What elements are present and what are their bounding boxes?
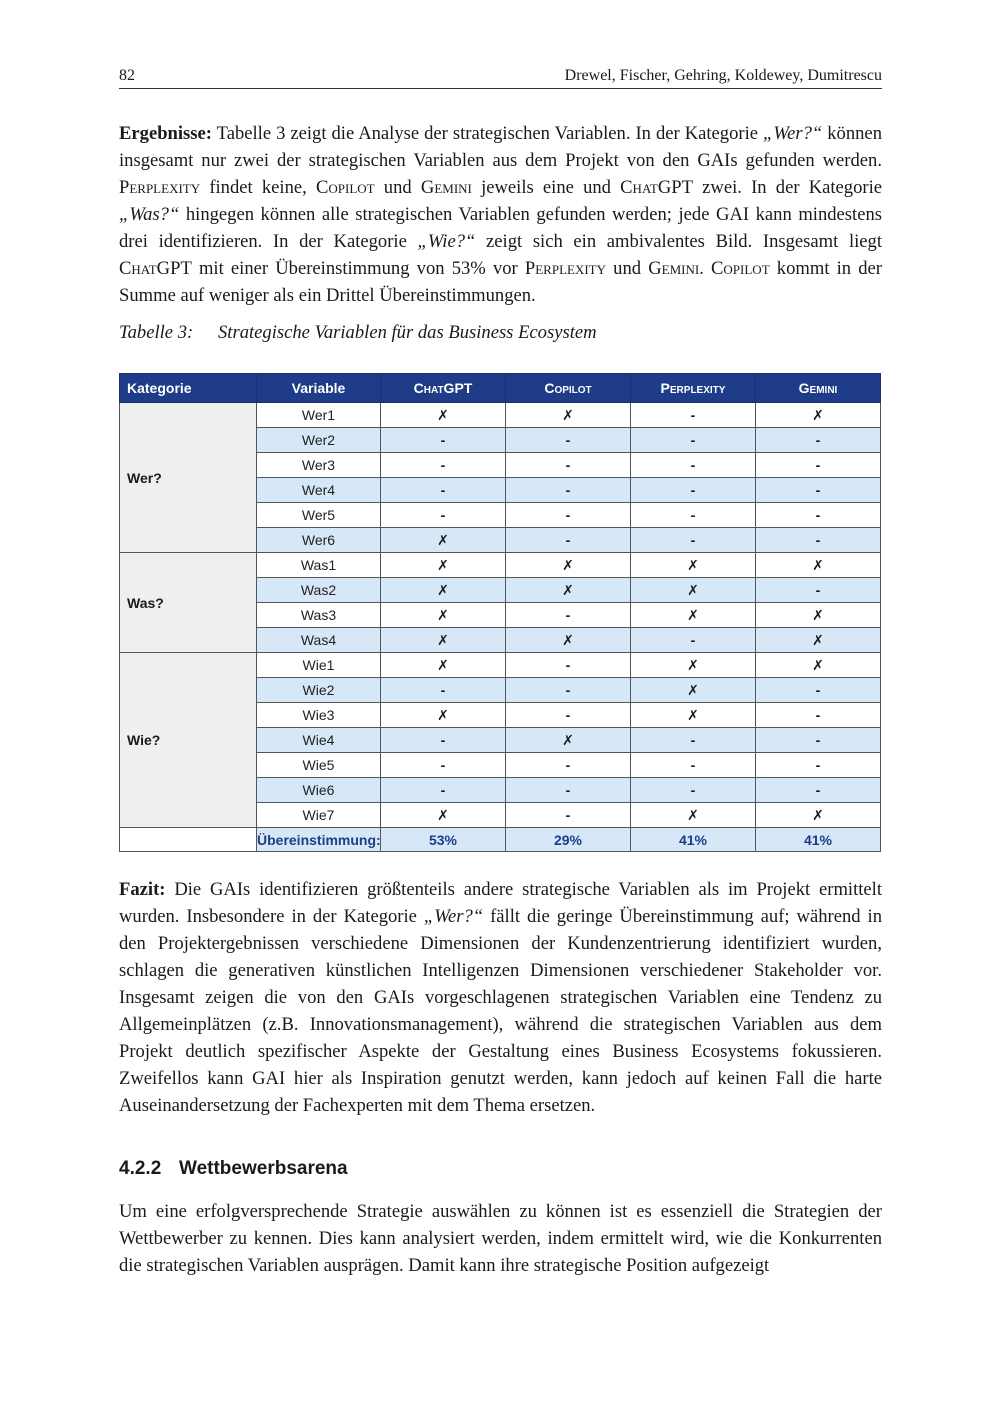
cell-chatgpt: - — [381, 503, 506, 528]
name-copilot: Copilot — [711, 258, 770, 279]
variable-cell: Wie7 — [257, 803, 381, 828]
cell-perplexity: ✗ — [631, 678, 756, 703]
variable-cell: Wie1 — [257, 653, 381, 678]
cell-copilot: ✗ — [506, 728, 631, 753]
variable-cell: Wer1 — [257, 403, 381, 428]
category-cell: Wie? — [120, 653, 257, 828]
results-label: Ergebnisse: — [119, 123, 212, 144]
cell-chatgpt: - — [381, 678, 506, 703]
cell-gemini: ✗ — [756, 403, 881, 428]
variable-cell: Wer3 — [257, 453, 381, 478]
text-run: Tabelle 3 zeigt die Analyse der strategischen Variablen. In der Kategorie — [211, 123, 763, 144]
cell-gemini: - — [756, 678, 881, 703]
summary-copilot: 29% — [506, 828, 631, 852]
cell-gemini: - — [756, 503, 881, 528]
header-authors: Drewel, Fischer, Gehring, Koldewey, Dumitrescu — [564, 67, 882, 84]
summary-label: Übereinstimmung: — [257, 828, 381, 852]
col-header-perplexity: Perplexity — [631, 374, 756, 403]
variable-cell: Was2 — [257, 578, 381, 603]
text-run: fällt die geringe Übereinstimmung auf; während in den Projektergebnissen verschiedene Dimensionen der Kundenzentrierung identifiziert wurden, schlagen die generativen künstlichen Intelligenzen Dimensionen verschiedener Stakeholder vor. Insgesamt zeigen die von den GAIs vorgeschlagenen strategischen Variablen eine Tendenz zu Allgemeinplätzen (z.B. Innovationsmanagement), während die strategischen Variablen aus dem Projekt deutlich spezifischer Aspekte der Gestaltung eines Business Ecosystems fokussieren. Zweifellos kann GAI hier als Inspiration genutzt werden, kann jedoch auf keinen Fall die harte Auseinandersetzung der Fachexperten mit dem Thema ersetzen. — [119, 906, 882, 1116]
cell-perplexity: - — [631, 628, 756, 653]
section-title: Wettbewerbsarena — [179, 1158, 348, 1179]
category-cell: Wer? — [120, 403, 257, 553]
cell-perplexity: - — [631, 503, 756, 528]
table-caption — [119, 322, 597, 344]
variable-cell: Wer4 — [257, 478, 381, 503]
cell-copilot: - — [506, 528, 631, 553]
variable-cell: Wie3 — [257, 703, 381, 728]
cell-copilot: - — [506, 778, 631, 803]
cell-chatgpt: - — [381, 428, 506, 453]
cell-copilot: - — [506, 478, 631, 503]
section-heading — [119, 1158, 348, 1180]
variable-cell: Wie6 — [257, 778, 381, 803]
cell-perplexity: - — [631, 753, 756, 778]
table-body — [120, 403, 881, 852]
cell-chatgpt: - — [381, 453, 506, 478]
quote-wer: „Wer?“ — [423, 906, 484, 927]
cell-gemini: ✗ — [756, 553, 881, 578]
summary-chatgpt: 53% — [381, 828, 506, 852]
cell-copilot: - — [506, 503, 631, 528]
cell-perplexity: - — [631, 728, 756, 753]
cell-copilot: - — [506, 453, 631, 478]
cell-gemini: - — [756, 578, 881, 603]
table-header-row — [120, 374, 881, 403]
cell-copilot: - — [506, 803, 631, 828]
fazit-paragraph — [119, 876, 882, 1119]
cell-copilot: ✗ — [506, 403, 631, 428]
cell-chatgpt: ✗ — [381, 603, 506, 628]
name-gemini: Gemini — [420, 177, 472, 198]
name-copilot: Copilot — [315, 177, 375, 198]
text-run: jeweils eine und — [471, 177, 621, 198]
text-run: findet keine, — [200, 177, 316, 198]
name-gemini: Gemini — [648, 258, 700, 279]
strategic-variables-table — [119, 373, 881, 852]
cell-copilot: - — [506, 603, 631, 628]
cell-perplexity: ✗ — [631, 578, 756, 603]
text-run: hingegen können alle strategischen Variablen gefunden werden; jede GAI kann mindestens drei identifizieren. In der Kategorie — [119, 204, 882, 252]
cell-copilot: - — [506, 653, 631, 678]
table-row — [120, 403, 881, 428]
cell-chatgpt: ✗ — [381, 703, 506, 728]
text-run: zwei. In der Kategorie — [692, 177, 883, 198]
variable-cell: Wer6 — [257, 528, 381, 553]
col-header-chatgpt: ChatGPT — [381, 374, 506, 403]
cell-copilot: ✗ — [506, 578, 631, 603]
cell-perplexity: - — [631, 478, 756, 503]
closing-paragraph: Um eine erfolgversprechende Strategie auswählen zu können ist es essenziell die Strategien der Wettbewerber zu kennen. Dies kann analysiert werden, indem ermittelt wird, wie die Konkurrenten die strategischen Variablen ausprägen. Damit kann ihre strategische Position aufgezeigt — [119, 1201, 882, 1276]
cell-perplexity: - — [631, 403, 756, 428]
table-row — [120, 653, 881, 678]
name-chatgpt: ChatGPT — [119, 258, 192, 279]
variable-cell: Was1 — [257, 553, 381, 578]
col-header-variable: Variable — [257, 374, 381, 403]
name-perplexity: Perplexity — [119, 177, 201, 198]
cell-perplexity: ✗ — [631, 703, 756, 728]
cell-perplexity: ✗ — [631, 653, 756, 678]
cell-copilot: - — [506, 753, 631, 778]
col-header-category: Kategorie — [120, 374, 257, 403]
cell-perplexity: - — [631, 428, 756, 453]
summary-row — [120, 828, 881, 852]
cell-copilot: - — [506, 703, 631, 728]
cell-perplexity: - — [631, 453, 756, 478]
category-cell: Was? — [120, 553, 257, 653]
cell-copilot: - — [506, 428, 631, 453]
variable-cell: Wer5 — [257, 503, 381, 528]
results-paragraph — [119, 120, 882, 309]
variable-cell: Wie5 — [257, 753, 381, 778]
cell-gemini: - — [756, 753, 881, 778]
cell-chatgpt: - — [381, 778, 506, 803]
cell-chatgpt: ✗ — [381, 653, 506, 678]
cell-gemini: ✗ — [756, 653, 881, 678]
variable-cell: Was3 — [257, 603, 381, 628]
cell-chatgpt: ✗ — [381, 578, 506, 603]
variable-cell: Was4 — [257, 628, 381, 653]
fazit-label: Fazit: — [119, 879, 166, 900]
cell-gemini: - — [756, 528, 881, 553]
cell-perplexity: ✗ — [631, 803, 756, 828]
quote-was: „Was?“ — [119, 204, 180, 225]
cell-gemini: - — [756, 428, 881, 453]
text-run: können insgesamt nur zwei der strategischen Variablen aus dem Projekt von den GAIs gefunden werden. — [119, 123, 882, 171]
summary-gemini: 41% — [756, 828, 881, 852]
cell-chatgpt: ✗ — [381, 528, 506, 553]
name-perplexity: Perplexity — [524, 258, 607, 279]
cell-chatgpt: ✗ — [381, 553, 506, 578]
cell-perplexity: ✗ — [631, 603, 756, 628]
text-run: und — [374, 177, 421, 198]
cell-perplexity: ✗ — [631, 553, 756, 578]
cell-copilot: ✗ — [506, 628, 631, 653]
cell-gemini: ✗ — [756, 628, 881, 653]
page-number: 82 — [119, 67, 135, 84]
cell-copilot: - — [506, 678, 631, 703]
cell-perplexity: - — [631, 778, 756, 803]
text-run: . — [699, 258, 712, 279]
text-run: kommt in der Summe auf weniger als ein Drittel Übereinstimmungen. — [119, 258, 882, 306]
caption-text: Strategische Variablen für das Business Ecosystem — [218, 322, 597, 343]
quote-wie: „Wie?“ — [417, 231, 476, 252]
cell-gemini: ✗ — [756, 603, 881, 628]
cell-chatgpt: - — [381, 478, 506, 503]
summary-perplexity: 41% — [631, 828, 756, 852]
summary-blank-cell — [120, 828, 257, 852]
variable-cell: Wie4 — [257, 728, 381, 753]
cell-gemini: - — [756, 703, 881, 728]
variable-cell: Wer2 — [257, 428, 381, 453]
cell-gemini: - — [756, 728, 881, 753]
cell-chatgpt: - — [381, 728, 506, 753]
text-run: Die GAIs identifizieren größtenteils andere strategische Variablen als im Projekt ermittelt wurden. Insbesondere in der Kategorie — [119, 879, 882, 927]
table-row — [120, 553, 881, 578]
col-header-gemini: Gemini — [756, 374, 881, 403]
text-run: zeigt sich ein ambivalentes Bild. Insgesamt liegt — [475, 231, 882, 252]
cell-gemini: - — [756, 478, 881, 503]
cell-gemini: - — [756, 778, 881, 803]
cell-gemini: ✗ — [756, 803, 881, 828]
cell-chatgpt: ✗ — [381, 403, 506, 428]
text-run: mit einer Übereinstimmung von 53% vor — [191, 258, 525, 279]
caption-label: Tabelle 3: — [119, 322, 194, 343]
name-chatgpt: ChatGPT — [620, 177, 693, 198]
col-header-copilot: Copilot — [506, 374, 631, 403]
cell-perplexity: - — [631, 528, 756, 553]
section-number: 4.2.2 — [119, 1158, 162, 1179]
text-run: und — [606, 258, 649, 279]
cell-chatgpt: ✗ — [381, 803, 506, 828]
cell-chatgpt: - — [381, 753, 506, 778]
cell-chatgpt: ✗ — [381, 628, 506, 653]
cell-gemini: - — [756, 453, 881, 478]
variable-cell: Wie2 — [257, 678, 381, 703]
cell-copilot: ✗ — [506, 553, 631, 578]
quote-wer: „Wer?“ — [763, 123, 823, 144]
running-header — [119, 64, 882, 89]
